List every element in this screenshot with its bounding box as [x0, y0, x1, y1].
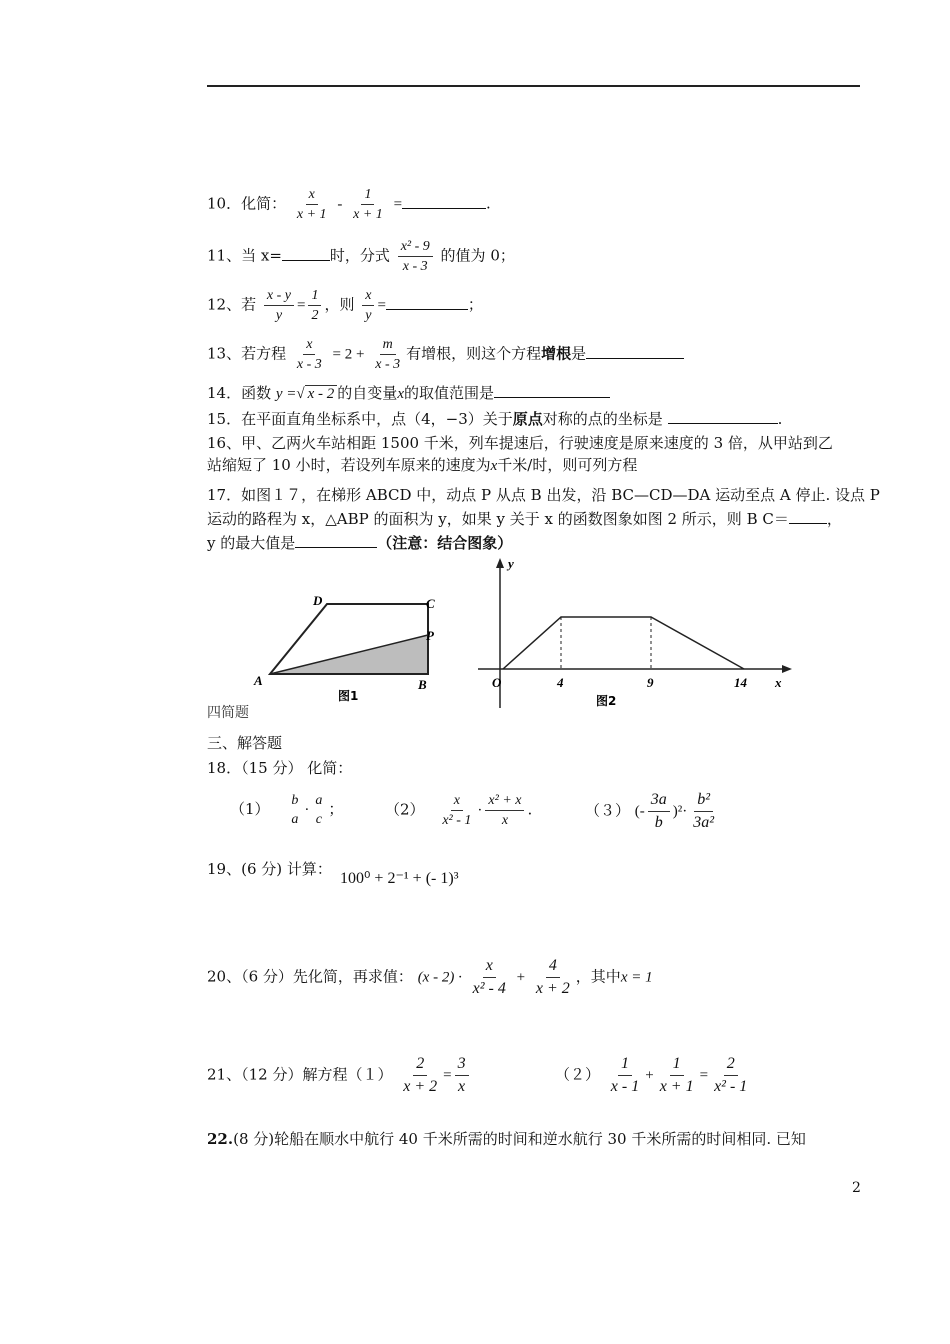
q14-text: 的自变量 — [337, 384, 398, 402]
q21-f1-den: x + 2 — [403, 1078, 438, 1095]
q20-f2-num: 4 — [546, 956, 560, 978]
q18-p2-end: . — [527, 800, 533, 819]
q10-label: 10．化简： — [207, 194, 287, 213]
question-13 — [207, 336, 684, 373]
q11-num: x² - 9 — [398, 238, 433, 257]
q13-bold: 增根 — [541, 344, 572, 363]
q21-g2-den: x + 1 — [659, 1078, 694, 1095]
q10-blank[interactable] — [402, 194, 486, 209]
figure-1-trapezoid — [250, 588, 450, 708]
q20-pre: (x - 2) · — [417, 969, 462, 986]
q22-text: (8 分)轮船在顺水中航行 40 千米所需的时间和逆水航行 30 千米所需的时间相同. 已知 — [233, 1130, 806, 1148]
tick-14: 14 — [734, 675, 747, 690]
q12-eq: = — [296, 297, 306, 314]
header-rule — [207, 85, 860, 87]
q14-expr: y = — [275, 386, 297, 402]
question-21-part2 — [555, 1054, 753, 1097]
q20-cond: x = 1 — [620, 969, 653, 986]
q11-mid: 时，分式 — [329, 246, 390, 265]
q12-mid: ，则 — [324, 295, 355, 314]
q10-f2-num: 1 — [361, 186, 374, 205]
label-c: C — [426, 596, 435, 611]
q18-p2-f1-num: x — [451, 792, 463, 811]
question-17-line1 — [207, 484, 880, 505]
question-16-line2 — [207, 454, 637, 475]
q15-end: . — [777, 410, 783, 428]
section-3-heading — [207, 732, 282, 753]
question-14: 14．函数 y =√ x - 2 的自变量x的取值范围是 — [207, 382, 610, 403]
question-21 — [207, 1054, 472, 1097]
q18-part2: （2） $\frac{x}{\text{x² - 1}}$ · $\frac{\text{x² + x}}{x}$ . — [385, 793, 533, 828]
y-axis-arrow — [496, 558, 504, 568]
q12-end: ； — [467, 295, 483, 314]
q18-p3-post: )² — [672, 803, 683, 820]
q18-p1-f1-den: a — [291, 812, 299, 827]
q10-f2-den: x + 1 — [353, 207, 383, 222]
q18-label: 18．（15 分） 化简： — [207, 759, 353, 777]
q17-line1: 17．如图１７，在梯形 ABCD 中，动点 P 从点 B 出发，沿 BC—CD—DA 运动至点 A 停止. 设点 P — [207, 486, 880, 504]
q20-f1-num: x — [483, 956, 496, 978]
q20-f1-den: x² - 4 — [472, 980, 506, 997]
q20-plus: + — [516, 969, 526, 986]
q13-f1-num: x — [303, 336, 315, 355]
q12-f2-den: 2 — [311, 308, 319, 323]
q20-label: 20、（6 分）先化简，再求值： — [207, 967, 413, 986]
q21-p2-label: （２） — [555, 1065, 601, 1084]
question-18 — [207, 757, 352, 778]
q11-label: 11、当 x= — [207, 246, 282, 265]
x-label: x — [775, 675, 782, 690]
q18-p3-pre: (- — [634, 803, 645, 820]
q11-blank[interactable] — [282, 246, 330, 261]
question-22 — [207, 1128, 806, 1149]
q14-label: 14．函数 — [207, 384, 272, 402]
q21-g1-den: x - 1 — [610, 1078, 640, 1095]
q17-line2end: ， — [826, 510, 842, 528]
q17-line3b: （注意：结合图象） — [377, 534, 513, 552]
q14-sqrt: x - 2 — [305, 385, 338, 403]
q14-text2: 的取值范围是 — [403, 384, 494, 402]
q13-blank[interactable] — [586, 344, 684, 359]
q21-f2-den: x — [458, 1078, 466, 1095]
q12-f3-den: y — [365, 308, 372, 323]
q20-f2-den: x + 2 — [535, 980, 570, 997]
q21-f1-num: 2 — [413, 1054, 427, 1076]
label-p: P — [426, 628, 434, 643]
tick-9: 9 — [647, 675, 654, 690]
question-12 — [207, 287, 483, 324]
q17-blank-bc[interactable] — [789, 509, 827, 524]
q18-p3-f1-den: b — [654, 814, 663, 831]
figure-2-caption: 图2 — [596, 694, 617, 708]
q13-f1-den: x - 3 — [296, 357, 322, 372]
q21-label: 21、（12 分）解方程（１） — [207, 1065, 393, 1084]
q16-line1: 16、甲、乙两火车站相距 1500 千米，列车提速后，行驶速度是原来速度的 3 倍，从甲站到乙 — [207, 434, 833, 452]
q18-p2-f1-den: x² - 1 — [442, 813, 472, 828]
q18-p1-f2-num: a — [315, 793, 323, 808]
q21-eq: = — [443, 1067, 452, 1084]
q18-part1: （1） b a · a c ； — [230, 793, 344, 827]
q16-line2a: 站缩短了 10 小时，若设列车原来的速度为 — [207, 456, 491, 474]
q22-num: 22. — [207, 1130, 234, 1148]
q13-text1: 有增根，则这个方程 — [406, 344, 542, 363]
graph-line — [503, 617, 744, 669]
figure-2-graph — [478, 552, 794, 710]
cut-off-heading — [207, 700, 249, 721]
label-b: B — [418, 677, 427, 692]
q10-f1-num: x — [306, 186, 318, 205]
q16-var: x — [490, 458, 498, 474]
q13-text2: 是 — [571, 344, 587, 363]
q18-p1-f1-num: b — [291, 793, 299, 808]
q18-p1-label: （1） — [230, 800, 270, 818]
q13-f2-den: x - 3 — [375, 357, 401, 372]
q12-blank[interactable] — [386, 295, 468, 310]
question-17-line2 — [207, 508, 842, 529]
q11-den: x - 3 — [402, 259, 428, 274]
q18-p2-label: （2） — [385, 800, 425, 819]
q10-eq: = — [393, 196, 403, 213]
question-17-line3 — [207, 532, 512, 553]
triangle-abp — [270, 635, 428, 674]
question-10 — [207, 186, 491, 223]
label-a: A — [254, 673, 263, 688]
q12-eq2: = — [377, 297, 386, 314]
question-11 — [207, 238, 515, 275]
q12-f1-den: y — [275, 308, 283, 323]
y-label: y — [508, 556, 514, 571]
q18-p1-f2-den: c — [315, 812, 322, 827]
x-axis-arrow — [782, 665, 792, 673]
q21-g3-den: x² - 1 — [714, 1078, 748, 1095]
q17-line3a: y 的最大值是 — [207, 534, 296, 552]
q14-var: x — [397, 386, 404, 402]
q18-p2-f2-num: x² + x — [485, 792, 524, 811]
page-number: 2 — [852, 1180, 861, 1196]
q19-label: 19、(6 分) 计算： — [207, 860, 332, 878]
q10-f1-den: x + 1 — [296, 207, 327, 222]
q15-bold: 原点 — [512, 410, 543, 428]
q16-line2b: 千米/时，则可列方程 — [497, 456, 638, 474]
tick-4: 4 — [557, 675, 564, 690]
q18-p2-f2-den: x — [501, 813, 509, 828]
q21-g2-num: 1 — [670, 1054, 684, 1076]
q21-g3-num: 2 — [724, 1054, 738, 1076]
section-3-title: 三、解答题 — [207, 734, 283, 752]
question-16-line1 — [207, 432, 833, 453]
q17-blank-max[interactable] — [295, 533, 377, 548]
q18-p3-f1-num: 3a — [648, 790, 670, 812]
q15-blank[interactable] — [668, 409, 778, 424]
q21-plus: + — [645, 1067, 654, 1084]
origin-label: O — [492, 675, 502, 690]
q18-p3-f2-num: b² — [694, 790, 713, 812]
q18-part3: （３） (- $\frac{3a}{b}$ )²· $\frac{\text{b²}}{\text{3a²}}$ — [585, 790, 720, 833]
q21-g1-num: 1 — [618, 1054, 632, 1076]
q14-blank[interactable] — [494, 383, 610, 398]
q12-f2-num: 1 — [308, 287, 321, 306]
label-d: D — [313, 593, 323, 608]
q13-mid: = 2 + — [332, 346, 365, 363]
question-20 — [207, 956, 653, 999]
q13-label: 13、若方程 — [207, 344, 287, 363]
figure-1-caption: 图1 — [338, 689, 359, 703]
q12-label: 12、若 — [207, 295, 257, 314]
cut-off-text: 四简题 — [207, 705, 249, 721]
question-19 — [207, 858, 332, 879]
q17-line2: 运动的路程为 x，△ABP 的面积为 y，如果 y 关于 x 的函数图象如图 2 所示，则 B C＝ — [207, 510, 789, 528]
q19-expr: 100⁰ + 2⁻¹ + (- 1)³ — [340, 870, 459, 887]
q12-f1-num: x - y — [264, 287, 294, 306]
q21-eq2: = — [699, 1067, 709, 1084]
q10-minus: - — [337, 196, 343, 213]
q15-text1: 15．在平面直角坐标系中，点（4，−3）关于 — [207, 410, 513, 428]
q21-f2-num: 3 — [455, 1054, 469, 1076]
q15-text2: 对称的点的坐标是 — [542, 410, 663, 428]
q12-f3-num: x — [362, 287, 374, 306]
q20-end: ，其中 — [575, 967, 621, 986]
q18-p1-end: ； — [328, 800, 344, 818]
q10-end: . — [486, 194, 491, 213]
q18-p3-label: （３） — [585, 801, 631, 820]
q19-expression — [340, 868, 458, 888]
q11-end: 的值为 0； — [440, 246, 515, 265]
question-15 — [207, 408, 782, 429]
q13-f2-num: m — [380, 336, 396, 355]
q18-p3-f2-den: 3a² — [693, 814, 715, 831]
